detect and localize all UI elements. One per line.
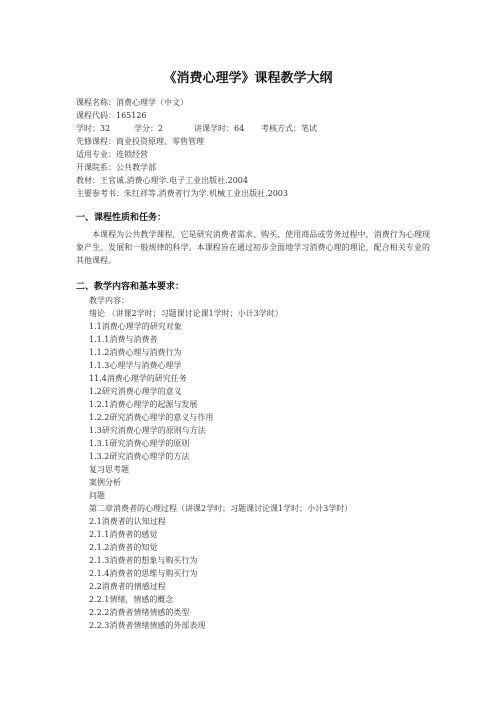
content-line: 1.1.3心理学与消费心理学: [89, 361, 182, 370]
content-line: 1.2.1消费心理学的起源与发展: [89, 400, 198, 409]
hours: 学时：32: [76, 124, 111, 133]
references: 主要参考书：朱红祥等.消费者行为学.机械工业出版社.2003: [76, 189, 288, 198]
content-line: 1.1消费心理学的研究对象: [89, 322, 182, 331]
content-line: 2.1.2消费者的知觉: [89, 543, 158, 552]
content-line: 2.2.3消费者情绪情感的外部表现: [89, 621, 206, 630]
content-line: 2.1消费者的认知过程: [89, 517, 166, 526]
course-hours-row: [76, 124, 317, 134]
content-line: 1.1.2消费心理与消费行为: [89, 348, 182, 357]
course-code: 课程代码：165126: [76, 111, 147, 120]
section-2-heading: 二、教学内容和基本要求：: [76, 282, 185, 292]
section-1-paragraph: 本课程为公共教学课程，它是研究消费者需求、购买、使用商品或劳务过程中，消费行为心理现象产生、发展和一般规律的科学。本课程旨在通过初步全面地学习消费心理的理论，配合相关专业的其他课程。: [76, 230, 430, 265]
content-line: 教学内容：: [89, 296, 129, 305]
content-line: 1.3.2研究消费心理学的方法: [89, 452, 190, 461]
content-line: 1.2.2研究消费心理学的意义与作用: [89, 413, 214, 422]
content-line: 1.1.1消费与消费者: [89, 335, 158, 344]
exam-method: 考核方式：笔试: [261, 124, 317, 133]
content-line: 案例分析: [89, 478, 121, 487]
content-line: 2.2消费者的情感过程: [89, 582, 166, 591]
content-line: 问题: [89, 491, 105, 500]
course-name: 课程名称：消费心理学（中文）: [76, 98, 188, 107]
content-line: 2.2.2消费者情绪情感的类型: [89, 608, 190, 617]
prerequisite: 先修课程：商业投资原理、零售管理: [76, 137, 204, 146]
lecture-hours: 讲课学时：64: [194, 124, 245, 133]
content-line: 1.2研究消费心理学的意义: [89, 387, 182, 396]
textbook: 教材：王官诚.消费心理学.电子工业出版社.2004: [76, 176, 248, 185]
content-line: 11.4消费心理学的研究任务: [89, 374, 187, 383]
content-line: 2.1.4消费者的思维与购买行为: [89, 569, 198, 578]
credits: 学分：2: [134, 124, 164, 133]
applicable-major: 适用专业：连锁经营: [76, 150, 148, 159]
content-line: 2.2.1情绪，情感的概念: [89, 595, 174, 604]
content-line: 2.1.3消费者的想象与购买行为: [89, 556, 198, 565]
section-1-heading: 一、课程性质和任务：: [76, 213, 167, 223]
content-line: 第二章消费者的心理过程（讲课2学时；习题课讨论课1学时；小计3学时）: [89, 504, 353, 513]
department: 开课院系：公共教学部: [76, 163, 156, 172]
content-line: 1.3.1研究消费心理学的原则: [89, 439, 190, 448]
content-line: 1.3研究消费心理学的原则与方法: [89, 426, 206, 435]
document-title: 《消费心理学》课程教学大纲: [163, 71, 333, 86]
content-line: 绪论 （讲课2学时；习题课讨论课1学时；小计3学时）: [89, 309, 283, 318]
content-line: 复习思考题: [89, 465, 129, 474]
content-line: 2.1.1消费者的感觉: [89, 530, 158, 539]
